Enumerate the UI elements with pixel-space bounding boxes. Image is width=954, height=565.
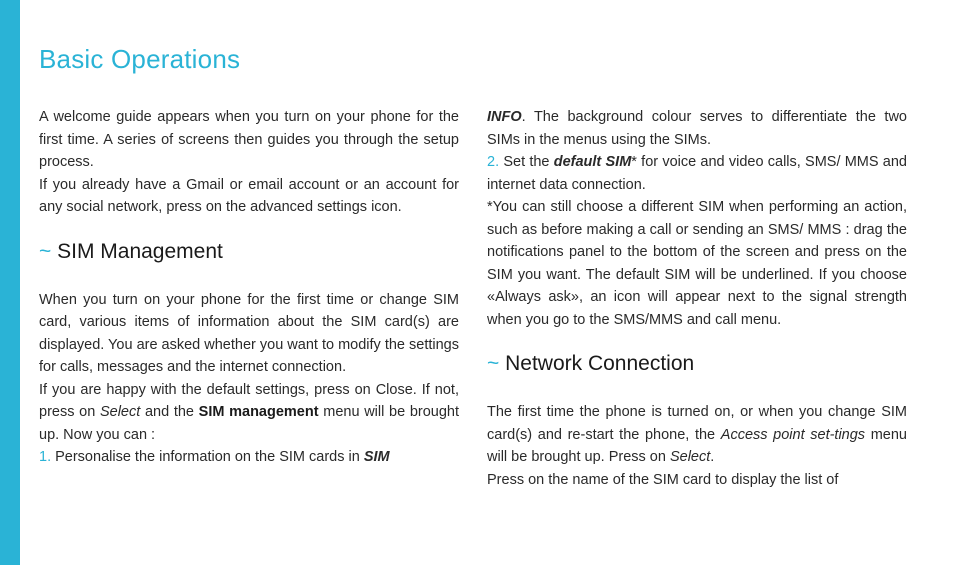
network-connection-heading-text: Network Connection (505, 352, 695, 375)
text-run: * for voice and video calls, SMS/ MMS and internet data connection. (487, 154, 907, 193)
sim-paragraph-1: When you turn on your phone for the first time or change SIM card, various items of information about the SIM card(s) are displayed. You are asked whether you want to modify the settings for calls, messages and the internet connection. (39, 291, 459, 375)
default-sim-term: default SIM (553, 154, 632, 170)
network-connection-heading (487, 349, 907, 379)
select-term: Select (99, 404, 141, 420)
text-run: Set the (499, 154, 554, 170)
select-term: Select (669, 449, 711, 465)
sim-info-term: INFO (487, 109, 522, 125)
heading-tilde: ~ (487, 352, 500, 375)
heading-tilde: ~ (39, 239, 52, 263)
list-item-2 (487, 151, 907, 196)
text-run: The first time the phone is turned on, or when you change SIM card(s) and re-start the phone, the (487, 404, 907, 443)
left-column (39, 106, 459, 469)
text-run: . (710, 449, 715, 465)
text-run: . The background colour serves to differentiate the two SIMs in the menus using the SIMs. (487, 109, 907, 148)
list-number-2: 2. (487, 154, 500, 170)
page-title: Basic Operations (39, 44, 241, 74)
sim-management-menu-term: SIM management (198, 404, 319, 420)
access-point-settings-term: Access point set-tings (720, 426, 866, 443)
right-column (487, 106, 907, 491)
sim-management-heading-text: SIM Management (57, 239, 223, 263)
text-run: Personalise the information on the SIM cards in (51, 449, 364, 465)
sim-management-heading (39, 237, 459, 267)
note-paragraph: *You can still choose a different SIM when performing an action, such as before making a call or sending an SMS/ MMS : drag the notifications panel to the bottom of the screen and press on the SIM you want. The default SIM will be underlined. If you choose «Always ask», an icon will appear next to the signal strength when you go to the SMS/MMS and call menu. (487, 199, 907, 328)
sim-paragraph-2 (39, 379, 459, 447)
network-paragraph-2: Press on the name of the SIM card to display the list of (487, 471, 839, 488)
list-number-1: 1. (39, 449, 52, 465)
sim-info-term: SIM (363, 449, 390, 465)
intro-paragraph-1: A welcome guide appears when you turn on your phone for the first time. A series of screens then guides you through the setup process. (39, 109, 459, 170)
intro-paragraph-2: If you already have a Gmail or email account or an account for any social network, press on the advanced settings icon. (39, 176, 459, 215)
network-paragraph-1 (487, 401, 907, 469)
text-run: If you are happy with the default settings, press on Close. If not, press on (39, 381, 459, 420)
list-item-1-continued (487, 106, 907, 151)
list-item-1 (39, 446, 459, 469)
text-run: menu will be brought up. Press on (487, 426, 907, 465)
text-run: and the (140, 404, 199, 420)
text-run: menu will be brought up. Now you can : (39, 404, 459, 443)
side-accent-bar (0, 0, 20, 565)
